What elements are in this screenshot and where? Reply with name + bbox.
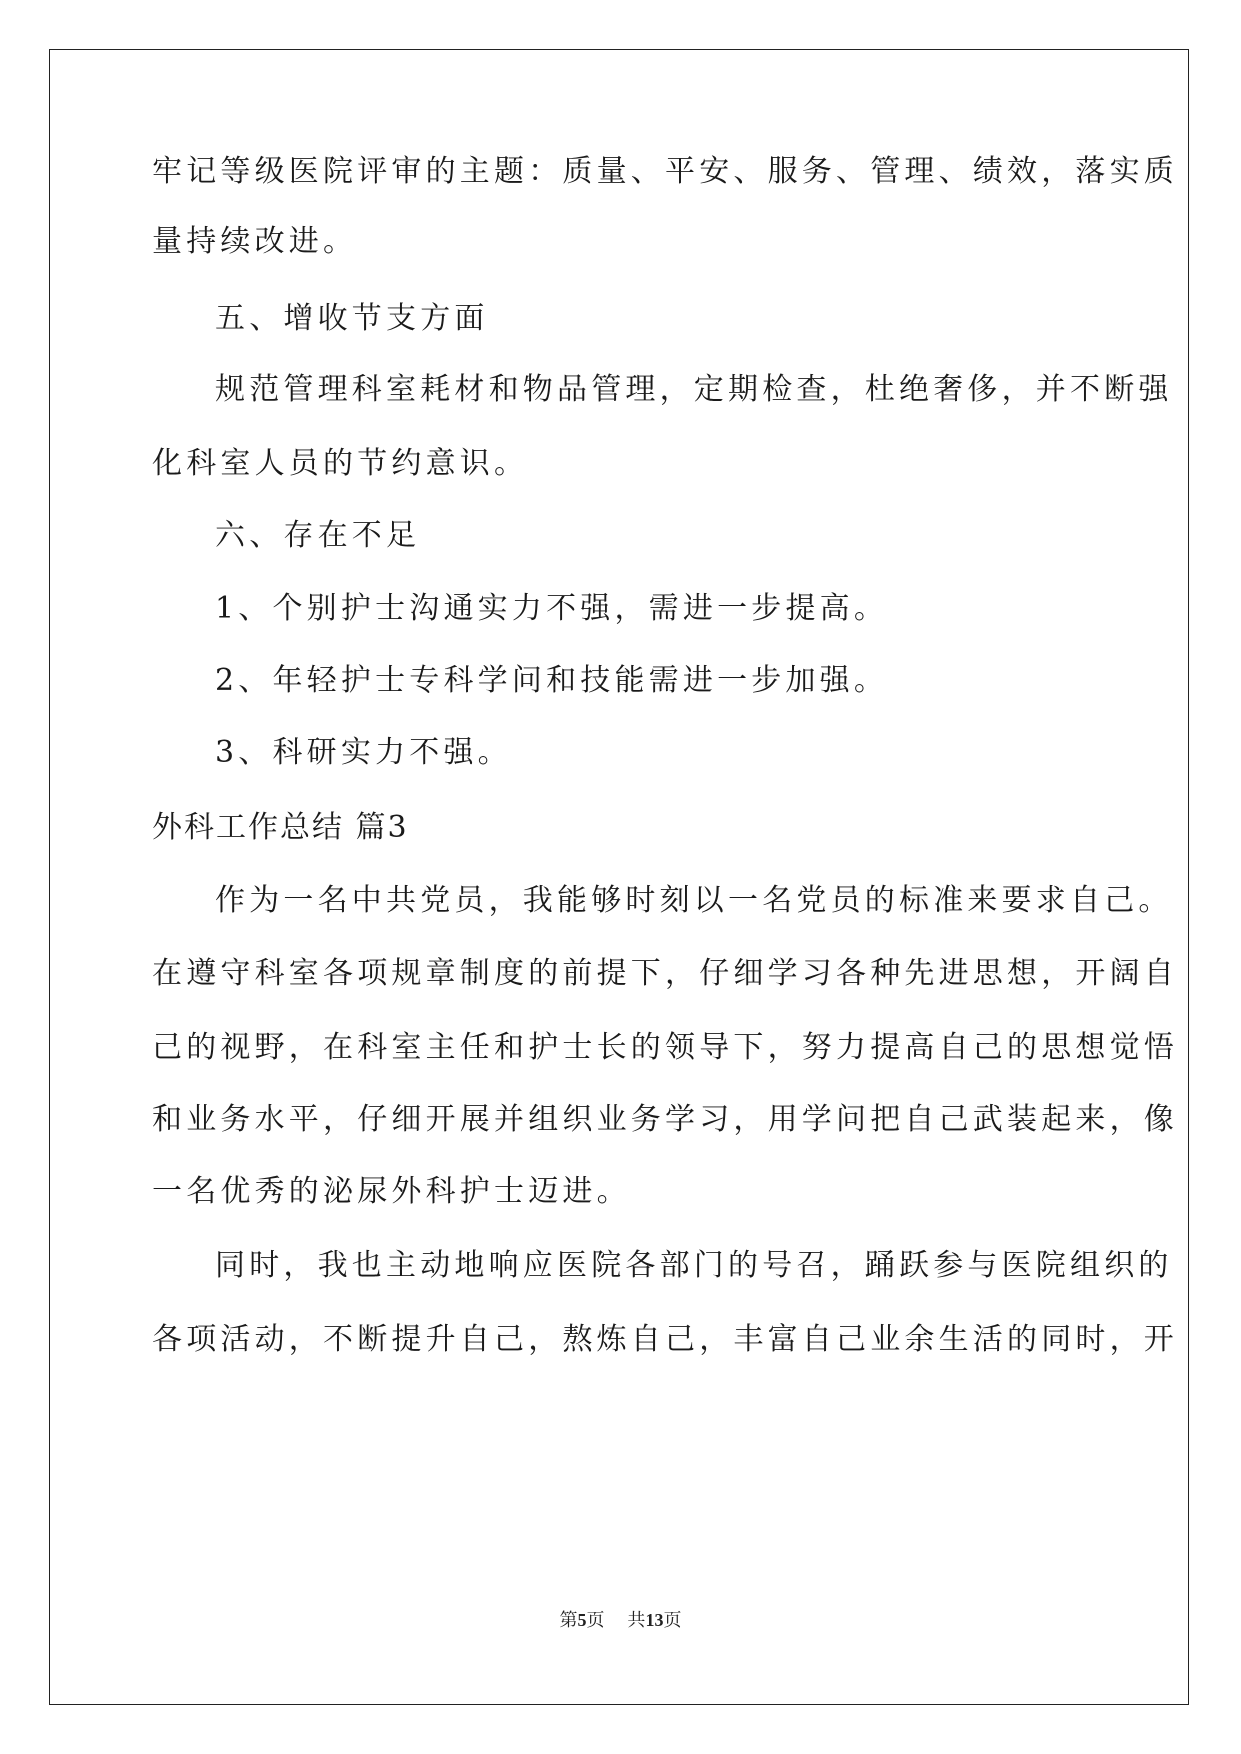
page-footer [0,1608,1241,1633]
list-item: 3、科研实力不强。 [215,735,512,770]
body-text-line: 己的视野，在科室主任和护士长的领导下，努力提高自己的思想觉悟 [152,1030,1178,1065]
section-heading: 六、存在不足 [215,518,421,553]
footer-prefix: 第 [559,1610,578,1631]
body-text-line: 作为一名中共党员，我能够时刻以一名党员的标准来要求自己。 [215,883,1173,918]
body-text-line: 同时，我也主动地响应医院各部门的号召，踊跃参与医院组织的 [215,1248,1173,1283]
body-text-line: 牢记等级医院评审的主题：质量、平安、服务、管理、绩效，落实质 [152,154,1178,189]
list-item: 1、个别护士沟通实力不强，需进一步提高。 [215,591,889,626]
body-text-line: 各项活动，不断提升自己，熬炼自己，丰富自己业余生活的同时，开 [152,1322,1178,1357]
page-border [49,49,1189,1705]
footer-page-number: 5 [577,1610,587,1630]
body-text-line: 一名优秀的泌尿外科护士迈进。 [152,1174,631,1209]
body-text-line: 量持续改进。 [152,224,358,259]
body-text-line: 化科室人员的节约意识。 [152,446,529,481]
body-text-line: 在遵守科室各项规章制度的前提下，仔细学习各种先进思想，开阔自 [152,956,1178,991]
document-heading: 外科工作总结 篇3 [152,810,409,845]
body-text-line: 和业务水平，仔细开展并组织业务学习，用学问把自己武装起来，像 [152,1102,1178,1137]
section-heading: 五、增收节支方面 [215,301,489,336]
footer-suffix: 页 [663,1610,682,1631]
footer-middle: 页 共 [586,1610,646,1631]
footer-total-pages: 13 [645,1610,664,1630]
body-text-line: 规范管理科室耗材和物品管理，定期检查，杜绝奢侈，并不断强 [215,372,1173,407]
list-item: 2、年轻护士专科学问和技能需进一步加强。 [215,663,889,698]
